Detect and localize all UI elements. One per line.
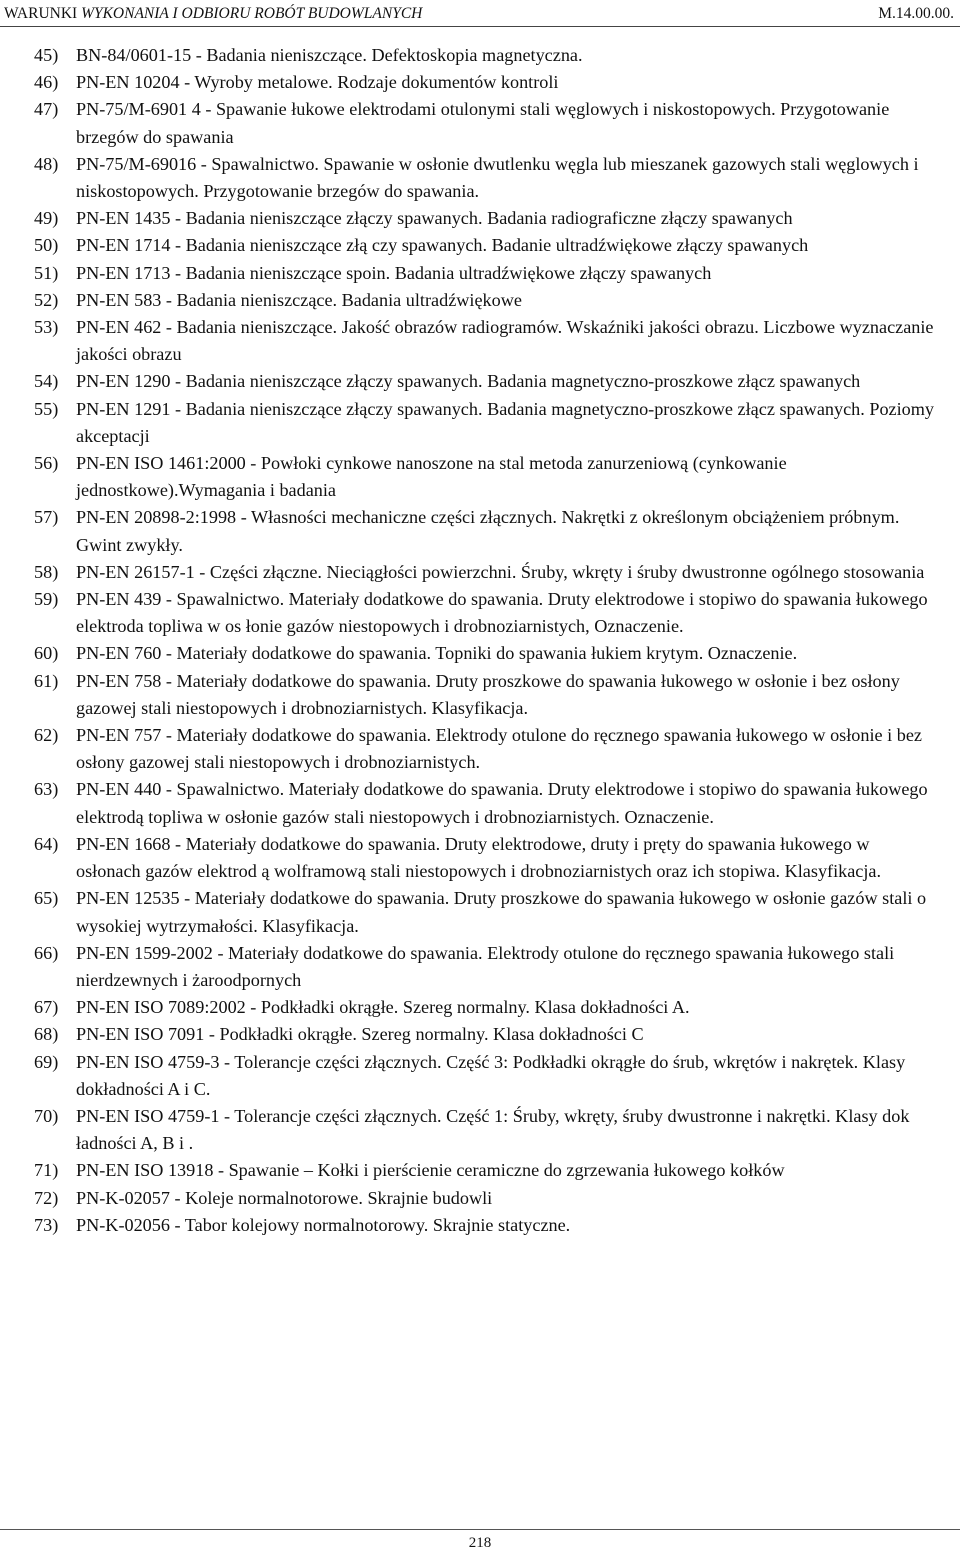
list-item xyxy=(34,776,934,830)
list-item-number: 72) xyxy=(34,1187,59,1208)
list-item xyxy=(34,559,934,586)
list-item xyxy=(34,205,934,232)
list-item xyxy=(34,722,934,776)
list-item-text: PN-EN 10204 - Wyroby metalowe. Rodzaje dokumentów kontroli xyxy=(76,72,559,93)
list-item-number: 54) xyxy=(34,371,59,392)
list-item xyxy=(34,940,934,994)
list-item-text: PN-EN 440 - Spawalnictwo. Materiały dodatkowe do spawania. Druty elektrodowe i stopiwo do spawania łukowego elektrodą topliwa w osłonie gazów stali niestopowych i drobnoziarnistych. Oznaczenie. xyxy=(76,779,928,827)
list-item-number: 45) xyxy=(34,45,59,65)
list-item-text: PN-EN 1714 - Badania nieniszczące złą czy spawanych. Badanie ultradźwiękowe złączy spawanych xyxy=(76,235,809,256)
list-item-number: 48) xyxy=(34,153,59,174)
list-item xyxy=(34,151,934,205)
list-item xyxy=(34,504,934,558)
list-item xyxy=(34,586,934,640)
page-number: 218 xyxy=(468,1535,492,1551)
list-item-text: PN-EN 583 - Badania nieniszczące. Badania ultradźwiękowe xyxy=(76,289,522,310)
list-item-text: PN-EN ISO 7089:2002 - Podkładki okrągłe. Szereg normalny. Klasa dokładności A. xyxy=(76,997,690,1018)
list-item xyxy=(34,1212,934,1239)
list-item xyxy=(34,96,934,150)
list-item xyxy=(34,368,934,395)
list-item-number: 65) xyxy=(34,888,59,909)
list-item-number: 50) xyxy=(34,235,59,256)
list-item-number: 61) xyxy=(34,670,59,691)
list-item-number: 56) xyxy=(34,453,59,474)
list-item xyxy=(34,260,934,287)
list-item-number: 47) xyxy=(34,99,59,120)
list-item-number: 69) xyxy=(34,1051,59,1072)
list-item-text: PN-EN ISO 4759-3 - Tolerancje części złącznych. Część 3: Podkładki okrągłe do śrub, wkrętów i nakrętek. Klasy dokładności A i C. xyxy=(76,1051,906,1099)
list-item-text: PN-EN 1291 - Badania nieniszczące złączy spawanych. Badania magnetyczno-proszkowe złącz spawanych. Poziomy akceptacji xyxy=(76,398,935,446)
list-item xyxy=(34,831,934,885)
list-item-number: 71) xyxy=(34,1160,59,1181)
list-item-number: 59) xyxy=(34,589,59,610)
standards-list xyxy=(34,42,934,1239)
page-header xyxy=(0,4,960,24)
list-item-text: PN-K-02057 - Koleje normalnotorowe. Skrajnie budowli xyxy=(76,1187,493,1208)
list-item-text: PN-EN ISO 4759-1 - Tolerancje części złącznych. Część 1: Śruby, wkręty, śruby dwustronne i nakrętki. Klasy dok ładności A, B i . xyxy=(76,1105,910,1154)
footer-divider xyxy=(0,1529,960,1530)
list-item-text: PN-K-02056 - Tabor kolejowy normalnotorowy. Skrajnie statyczne. xyxy=(76,1214,571,1235)
list-item-number: 62) xyxy=(34,725,59,746)
list-item xyxy=(34,1021,934,1048)
header-document-code: M.14.00.00. xyxy=(878,5,954,22)
list-item-text: PN-EN 1599-2002 - Materiały dodatkowe do spawania. Elektrody otulone do ręcznego spawania łukowego stali nierdzewnych i żaroodpornych xyxy=(76,942,895,990)
list-item xyxy=(34,232,934,259)
list-item-number: 58) xyxy=(34,561,59,582)
list-item-number: 70) xyxy=(34,1105,59,1126)
list-item-text: PN-EN 758 - Materiały dodatkowe do spawania. Druty proszkowe do spawania łukowego w osłonie i bez osłony gazowej stali niestopowych i drobnoziarnistych. Klasyfikacja. xyxy=(76,670,900,718)
list-item-text: PN-EN 1668 - Materiały dodatkowe do spawania. Druty elektrodowe, druty i pręty do spawania łukowego w osłonach gazów elektrod ą wolframową stali niestopowych i drobnoziarnistych oraz ich stopiwa. Klasyfikacja. xyxy=(76,833,882,882)
list-item xyxy=(34,1049,934,1103)
header-title xyxy=(4,4,422,24)
list-item-text: PN-75/M-6901 4 - Spawanie łukowe elektrodami otulonymi stali węglowych i niskostopowych. Przygotowanie brzegów do spawania xyxy=(76,99,890,147)
list-item-text: PN-EN 20898-2:1998 - Własności mechaniczne części złącznych. Nakrętki z określonym obciążeniem próbnym. Gwint zwykły. xyxy=(76,507,900,555)
list-item-number: 51) xyxy=(34,262,59,283)
list-item xyxy=(34,668,934,722)
list-item-number: 73) xyxy=(34,1214,59,1235)
list-item xyxy=(34,287,934,314)
list-item-number: 57) xyxy=(34,507,59,528)
list-item-text: PN-EN 12535 - Materiały dodatkowe do spawania. Druty proszkowe do spawania łukowego w osłonie gazów stali o wysokiej wytrzymałości. Klasyfikacja. xyxy=(76,888,927,936)
list-item-text: PN-EN ISO 13918 - Spawanie – Kołki i pierścienie ceramiczne do zgrzewania łukowego kołków xyxy=(76,1160,785,1181)
list-item-text: PN-EN ISO 7091 - Podkładki okrągłe. Szereg normalny. Klasa dokładności C xyxy=(76,1024,644,1045)
list-item-number: 66) xyxy=(34,942,59,963)
list-item xyxy=(34,69,934,96)
list-item-text: PN-EN 1435 - Badania nieniszczące złączy spawanych. Badania radiograficzne złączy spawanych xyxy=(76,208,793,229)
list-item-number: 63) xyxy=(34,779,59,800)
header-title-italic: WYKONANIA I ODBIORU ROBÓT BUDOWLANYCH xyxy=(81,5,423,22)
list-item-number: 53) xyxy=(34,317,59,338)
list-item xyxy=(34,396,934,450)
list-item-text: PN-75/M-69016 - Spawalnictwo. Spawanie w osłonie dwutlenku węgla lub mieszanek gazowych stali węglowych i niskostopowych. Przygotowanie brzegów do spawania. xyxy=(76,153,919,202)
list-item xyxy=(34,450,934,504)
list-item-text: PN-EN 760 - Materiały dodatkowe do spawania. Topniki do spawania łukiem krytym. Oznaczenie. xyxy=(76,643,798,664)
list-item-number: 60) xyxy=(34,643,59,664)
list-item-number: 55) xyxy=(34,398,59,419)
list-item-text: PN-EN 1713 - Badania nieniszczące spoin. Badania ultradźwiękowe złączy spawanych xyxy=(76,262,712,283)
list-item-text: PN-EN 439 - Spawalnictwo. Materiały dodatkowe do spawania. Druty elektrodowe i stopiwo do spawania łukowego elektroda topliwa w os łonie gazów niestopowych i drobnoziarnistych, Oznaczenie. xyxy=(76,589,928,637)
list-item-text: BN-84/0601-15 - Badania nieniszczące. Defektoskopia magnetyczna. xyxy=(76,45,583,65)
list-item xyxy=(34,1103,934,1157)
list-item xyxy=(34,1185,934,1212)
list-item-number: 64) xyxy=(34,833,59,854)
list-item-text: PN-EN 757 - Materiały dodatkowe do spawania. Elektrody otulone do ręcznego spawania łukowego w osłonie i bez osłony gazowej stali niestopowych i drobnoziarnistych. xyxy=(76,725,922,773)
list-item-number: 68) xyxy=(34,1024,59,1045)
list-item xyxy=(34,314,934,368)
list-item-text: PN-EN 462 - Badania nieniszczące. Jakość obrazów radiogramów. Wskaźniki jakości obrazu. Liczbowe wyznaczanie jakości obrazu xyxy=(76,317,934,365)
list-item-number: 67) xyxy=(34,997,59,1018)
list-item xyxy=(34,640,934,667)
list-item xyxy=(34,42,934,69)
list-item xyxy=(34,1157,934,1184)
list-item xyxy=(34,885,934,939)
list-item-number: 52) xyxy=(34,289,59,310)
list-item xyxy=(34,994,934,1021)
list-item-text: PN-EN 1290 - Badania nieniszczące złączy spawanych. Badania magnetyczno-proszkowe złącz spawanych xyxy=(76,371,861,392)
header-divider xyxy=(0,26,960,27)
list-item-number: 49) xyxy=(34,208,59,229)
list-item-number: 46) xyxy=(34,72,59,93)
header-title-prefix: WARUNKI xyxy=(4,5,82,22)
list-item-text: PN-EN 26157-1 - Części złączne. Nieciągłości powierzchni. Śruby, wkręty i śruby dwustronne ogólnego stosowania xyxy=(76,561,925,582)
list-item-text: PN-EN ISO 1461:2000 - Powłoki cynkowe nanoszone na stal metoda zanurzeniową (cynkowanie jednostkowe).Wymagania i badania xyxy=(76,453,787,501)
